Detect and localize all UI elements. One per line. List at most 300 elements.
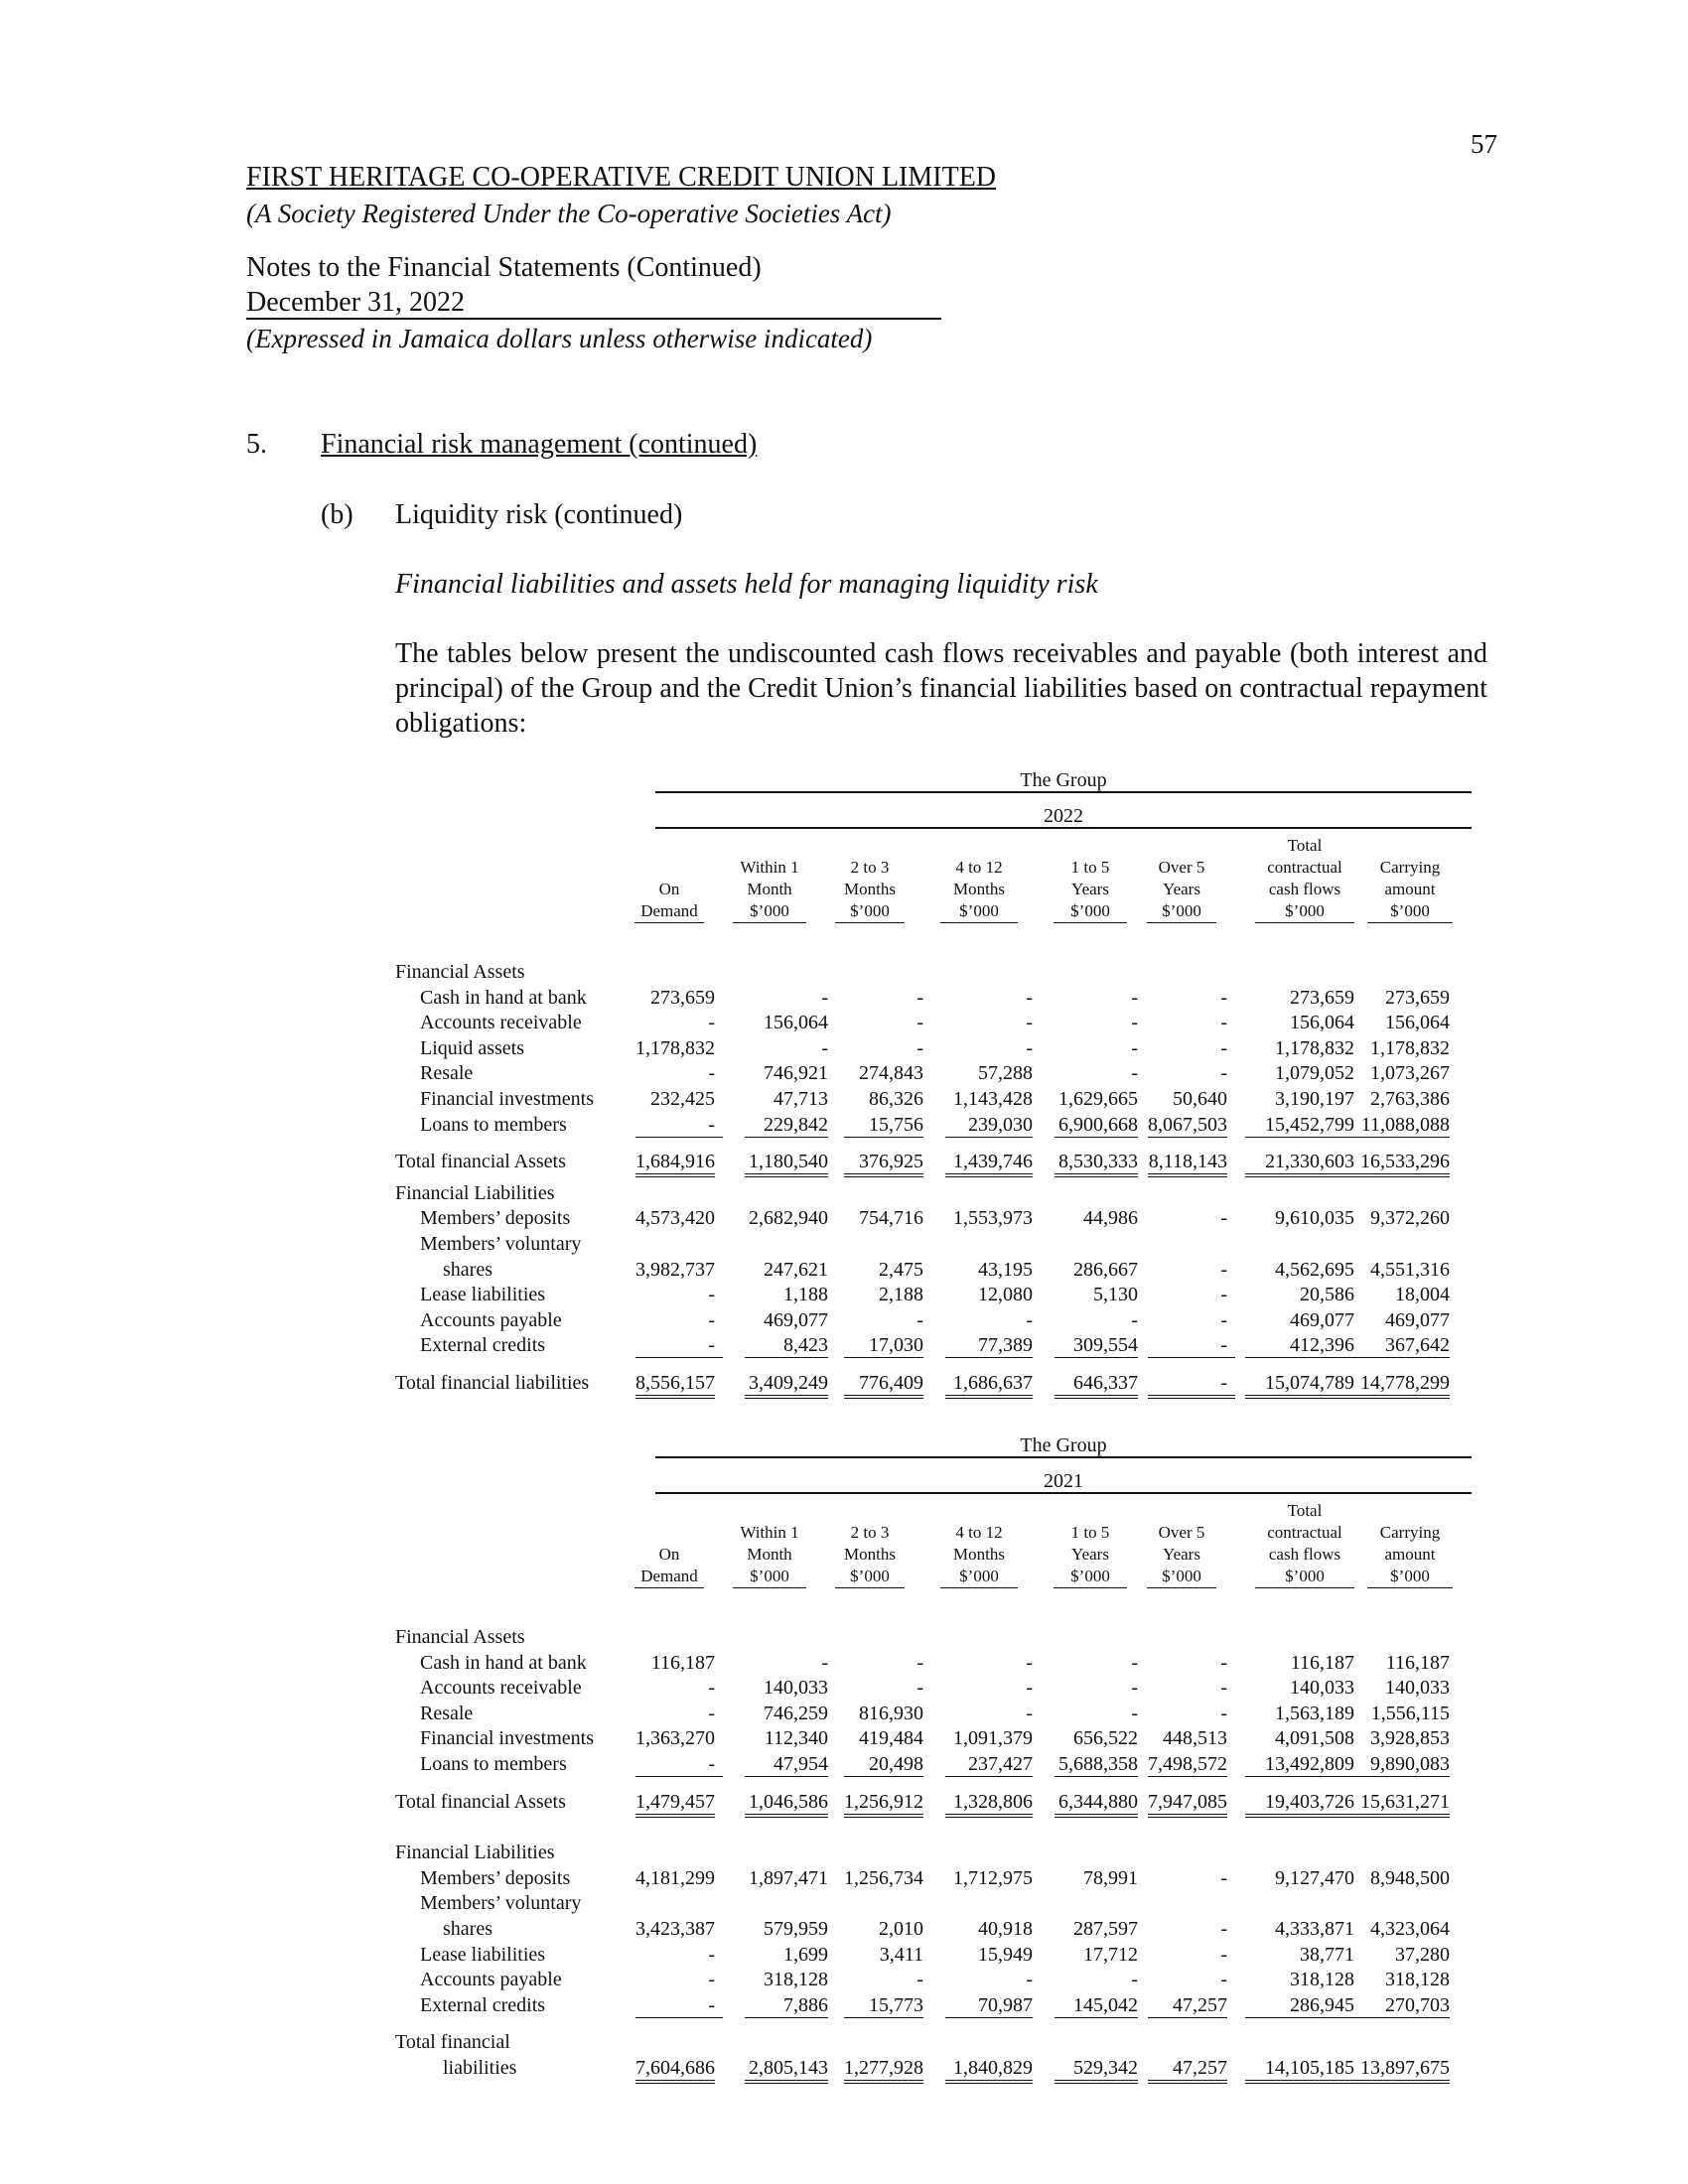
table-cell: 2,682,940 xyxy=(749,1207,828,1230)
row-label: External credits xyxy=(420,1334,546,1357)
column-header-line xyxy=(634,857,704,879)
column-header-line: $’000 xyxy=(733,1566,806,1588)
table-cell: 17,712 xyxy=(1083,1943,1138,1966)
table-cell: - xyxy=(1131,1036,1138,1059)
table-entity-heading: The Group xyxy=(655,1434,1472,1458)
column-header-line: $’000 xyxy=(940,1566,1018,1588)
table-cell: 50,640 xyxy=(1173,1088,1227,1110)
table-cell: 4,323,064 xyxy=(1370,1918,1450,1940)
table-cell: 13,897,675 xyxy=(1354,2056,1450,2084)
column-header-line xyxy=(1147,835,1216,857)
table-cell: - xyxy=(708,1062,715,1085)
section-number: 5. xyxy=(246,429,267,460)
row-label: Lease liabilities xyxy=(420,1284,546,1306)
table-cell: 8,423 xyxy=(745,1333,828,1358)
table-cell: - xyxy=(708,1012,715,1034)
row-label: Accounts receivable xyxy=(420,1012,582,1034)
column-header-line: 1 to 5 xyxy=(1070,858,1110,877)
table-cell: 448,513 xyxy=(1163,1727,1227,1750)
table-cell: 2,763,386 xyxy=(1370,1088,1450,1110)
table-cell: 1,684,916 xyxy=(635,1150,715,1177)
table-cell: 19,403,726 xyxy=(1245,1790,1354,1818)
table-cell: - xyxy=(708,1943,715,1966)
table-cell: - xyxy=(635,1993,723,2018)
table-cell: 1,897,471 xyxy=(749,1866,828,1889)
table-cell: - xyxy=(916,1308,923,1331)
table-cell: 1,563,189 xyxy=(1275,1702,1354,1724)
row-label: Total financial xyxy=(395,2031,510,2054)
column-header-line: Total xyxy=(1287,836,1323,855)
table-cell: 309,554 xyxy=(1055,1333,1138,1358)
column-header-line: $’000 xyxy=(1147,1566,1216,1588)
column-header-line: 2 to 3 xyxy=(850,1523,890,1542)
column-header-line: $’000 xyxy=(835,900,905,923)
column-header-line: 4 to 12 xyxy=(955,858,1003,877)
row-label: Financial investments xyxy=(420,1088,594,1110)
table-cell: 273,659 xyxy=(1385,986,1450,1009)
table-cell: 9,890,083 xyxy=(1354,1752,1450,1777)
column-header-line: cash flows xyxy=(1268,880,1341,898)
table-cell: 1,686,637 xyxy=(945,1371,1033,1399)
row-label: Resale xyxy=(420,1062,474,1085)
column-header-line: contractual xyxy=(1267,858,1342,877)
row-label: Cash in hand at bank xyxy=(420,986,587,1009)
table-cell: 1,363,270 xyxy=(635,1727,715,1750)
column-header-line xyxy=(1054,1500,1127,1522)
table-cell: - xyxy=(1026,1012,1033,1034)
table-cell: 4,091,508 xyxy=(1275,1727,1354,1750)
column-header-line: Total xyxy=(1287,1501,1323,1520)
table-cell: - xyxy=(1220,1677,1227,1700)
row-label: Resale xyxy=(420,1702,474,1724)
table-cell: 116,187 xyxy=(650,1651,715,1674)
table-cell: - xyxy=(916,1969,923,1991)
table-cell: 37,280 xyxy=(1395,1943,1450,1966)
column-header-line: Months xyxy=(953,1545,1005,1564)
table-cell: 17,030 xyxy=(844,1333,923,1358)
column-header-line: Carrying xyxy=(1379,858,1441,877)
table-cell: 9,127,470 xyxy=(1275,1866,1354,1889)
column-header-line: Years xyxy=(1163,1545,1200,1564)
table-cell: 14,778,299 xyxy=(1354,1371,1450,1399)
table-cell: - xyxy=(1131,1969,1138,1991)
table-cell: 2,010 xyxy=(879,1918,923,1940)
row-label: Accounts receivable xyxy=(420,1677,582,1700)
table-cell: 274,843 xyxy=(859,1062,923,1085)
table-cell: - xyxy=(1026,986,1033,1009)
table-cell: 13,492,809 xyxy=(1245,1752,1354,1777)
table-cell: 4,333,871 xyxy=(1275,1918,1354,1940)
row-label: Total financial liabilities xyxy=(395,1372,590,1394)
table-cell: - xyxy=(1220,1062,1227,1085)
column-header xyxy=(1255,1500,1354,1588)
row-label: Members’ deposits xyxy=(420,1207,571,1230)
table-cell: 38,771 xyxy=(1300,1943,1354,1966)
table-cell: 16,533,296 xyxy=(1354,1150,1450,1177)
column-header xyxy=(835,1500,905,1588)
table-cell: - xyxy=(708,1677,715,1700)
column-header xyxy=(733,1500,806,1588)
column-header xyxy=(1054,835,1127,923)
report-date: December 31, 2022 xyxy=(246,288,941,320)
table-cell: 286,945 xyxy=(1245,1993,1354,2018)
column-header-line: 1 to 5 xyxy=(1070,1523,1110,1542)
table-cell: 47,257 xyxy=(1148,2056,1227,2084)
table-cell: 1,629,665 xyxy=(1058,1088,1138,1110)
table-cell: 1,046,586 xyxy=(745,1790,828,1818)
table-cell: 43,195 xyxy=(978,1258,1033,1281)
table-cell: 529,342 xyxy=(1055,2056,1138,2084)
table-cell: 1,553,973 xyxy=(953,1207,1033,1230)
table-cell: 8,118,143 xyxy=(1148,1150,1227,1177)
column-header-line: 4 to 12 xyxy=(955,1523,1003,1542)
italic-heading: Financial liabilities and assets held for managing liquidity risk xyxy=(395,569,1098,600)
column-header-line: Demand xyxy=(634,900,704,923)
society-subtitle: (A Society Registered Under the Co-operative Societies Act) xyxy=(246,199,892,228)
row-label-continued: shares xyxy=(443,1258,492,1281)
table-cell: - xyxy=(1026,1702,1033,1724)
table-cell: - xyxy=(708,1969,715,1991)
section-heading-liabilities: Financial Liabilities xyxy=(395,1181,555,1204)
table-cell: 5,688,358 xyxy=(1055,1752,1138,1777)
table-cell: 116,187 xyxy=(1290,1651,1354,1674)
table-cell: - xyxy=(1220,1702,1227,1724)
table-cell: 14,105,185 xyxy=(1245,2056,1354,2084)
table-cell: 656,522 xyxy=(1073,1727,1138,1750)
column-header-line: Over 5 xyxy=(1158,858,1205,877)
column-header-line: $’000 xyxy=(1255,900,1354,923)
table-cell: - xyxy=(916,986,923,1009)
table-cell: - xyxy=(635,1113,723,1138)
table-cell: - xyxy=(1220,1258,1227,1281)
table-cell: - xyxy=(1131,1308,1138,1331)
table-cell: - xyxy=(1131,986,1138,1009)
table-cell: - xyxy=(1131,1702,1138,1724)
table-cell: 86,326 xyxy=(869,1088,923,1110)
table-cell: 3,190,197 xyxy=(1275,1088,1354,1110)
table-cell: 4,181,299 xyxy=(635,1866,715,1889)
column-header-line: $’000 xyxy=(1054,1566,1127,1588)
column-header xyxy=(835,835,905,923)
notes-title: Notes to the Financial Statements (Continued) xyxy=(246,252,762,283)
row-label: Total financial Assets xyxy=(395,1151,566,1173)
column-header xyxy=(1147,835,1216,923)
table-cell: 116,187 xyxy=(1385,1651,1450,1674)
row-label: Loans to members xyxy=(420,1113,567,1136)
table-cell: 15,452,799 xyxy=(1245,1113,1354,1138)
table-cell: 1,479,457 xyxy=(635,1790,715,1818)
table-cell: 3,928,853 xyxy=(1370,1727,1450,1750)
table-cell: - xyxy=(1220,1036,1227,1059)
table-cell: 1,143,428 xyxy=(953,1088,1033,1110)
table-cell: 3,409,249 xyxy=(745,1371,828,1399)
table-cell: 8,067,503 xyxy=(1148,1113,1227,1136)
table-cell: 1,556,115 xyxy=(1370,1702,1450,1724)
table-cell: - xyxy=(1220,1012,1227,1034)
section-heading-liabilities: Financial Liabilities xyxy=(395,1842,555,1864)
column-header-line: Months xyxy=(844,880,896,898)
table-cell: 1,328,806 xyxy=(945,1790,1033,1818)
table-cell: 2,475 xyxy=(879,1258,923,1281)
table-cell: 156,064 xyxy=(764,1012,828,1034)
table-cell: - xyxy=(1220,1284,1227,1306)
table-cell: - xyxy=(1220,1969,1227,1991)
table-cell: - xyxy=(1026,1036,1033,1059)
table-cell: 270,703 xyxy=(1354,1993,1450,2018)
table-cell: - xyxy=(1148,1371,1235,1399)
row-label: Financial investments xyxy=(420,1727,594,1750)
row-label: Liquid assets xyxy=(420,1036,524,1059)
column-header-line: Month xyxy=(747,1545,792,1564)
table-cell: 1,256,912 xyxy=(844,1790,923,1818)
currency-note: (Expressed in Jamaica dollars unless otherwise indicated) xyxy=(246,324,873,353)
table-entity-heading: The Group xyxy=(655,769,1472,793)
column-header-line xyxy=(940,835,1018,857)
column-header-line xyxy=(940,1500,1018,1522)
table-cell: - xyxy=(821,1651,828,1674)
row-label: Members’ voluntary xyxy=(420,1892,582,1915)
table-cell: 4,551,316 xyxy=(1370,1258,1450,1281)
table-cell: 8,948,500 xyxy=(1370,1866,1450,1889)
row-label: Members’ voluntary xyxy=(420,1233,582,1255)
table-cell: 1,073,267 xyxy=(1370,1062,1450,1085)
table-cell: 469,077 xyxy=(1290,1308,1354,1331)
column-header-line: Years xyxy=(1163,880,1200,898)
column-header xyxy=(940,835,1018,923)
table-cell: 746,921 xyxy=(764,1062,828,1085)
table-cell: 232,425 xyxy=(650,1088,715,1110)
table-cell: 754,716 xyxy=(859,1207,923,1230)
column-header-line: Carrying xyxy=(1379,1523,1441,1542)
table-cell: 5,130 xyxy=(1093,1284,1138,1306)
table-cell: 21,330,603 xyxy=(1245,1150,1354,1177)
table-cell: 7,886 xyxy=(745,1993,828,2018)
table-cell: 40,918 xyxy=(978,1918,1033,1940)
table-cell: 1,178,832 xyxy=(1275,1036,1354,1059)
table-cell: 15,631,271 xyxy=(1354,1790,1450,1818)
table-cell: - xyxy=(1220,1308,1227,1331)
table-cell: 20,498 xyxy=(844,1752,923,1777)
table-cell: - xyxy=(635,1333,723,1358)
column-header-line xyxy=(1147,1500,1216,1522)
table-cell: 1,277,928 xyxy=(844,2056,923,2084)
column-header-line: $’000 xyxy=(733,900,806,923)
column-header-line: $’000 xyxy=(1255,1566,1354,1588)
table-cell: 3,411 xyxy=(879,1943,923,1966)
table-cell: 47,257 xyxy=(1148,1993,1227,2018)
column-header-line: $’000 xyxy=(1367,1566,1453,1588)
table-cell: - xyxy=(708,1308,715,1331)
column-header xyxy=(940,1500,1018,1588)
table-cell: - xyxy=(821,1036,828,1059)
table-cell: - xyxy=(916,1036,923,1059)
column-header-line: Within 1 xyxy=(740,858,799,877)
row-label: Accounts payable xyxy=(420,1969,562,1991)
column-header-line: Months xyxy=(953,880,1005,898)
table-cell: - xyxy=(1220,1207,1227,1230)
row-label: Members’ deposits xyxy=(420,1866,571,1889)
column-header-line: On xyxy=(658,880,680,898)
column-header-line xyxy=(1367,1500,1453,1522)
table-cell: 77,389 xyxy=(945,1333,1033,1358)
page-number: 57 xyxy=(1471,129,1497,159)
table-cell: 579,959 xyxy=(764,1918,828,1940)
table-cell: 273,659 xyxy=(1290,986,1354,1009)
table-cell: 12,080 xyxy=(978,1284,1033,1306)
column-header xyxy=(1147,1500,1216,1588)
table-cell: 140,033 xyxy=(1290,1677,1354,1700)
column-header-line: $’000 xyxy=(940,900,1018,923)
table-cell: 273,659 xyxy=(650,986,715,1009)
table-cell: - xyxy=(1026,1969,1033,1991)
table-cell: 367,642 xyxy=(1354,1333,1450,1358)
table-cell: - xyxy=(1148,1333,1235,1358)
column-header-line xyxy=(835,835,905,857)
table-cell: 7,498,572 xyxy=(1148,1753,1227,1775)
table-cell: 140,033 xyxy=(764,1677,828,1700)
table-cell: 646,337 xyxy=(1055,1371,1138,1399)
table-cell: 7,604,686 xyxy=(635,2056,715,2084)
row-label: Cash in hand at bank xyxy=(420,1651,587,1674)
table-cell: 6,900,668 xyxy=(1055,1113,1138,1138)
column-header-line xyxy=(634,1522,704,1544)
table-cell: - xyxy=(1131,1012,1138,1034)
column-header-line: $’000 xyxy=(1367,900,1453,923)
table-cell: - xyxy=(1220,1943,1227,1966)
column-header-line: amount xyxy=(1384,880,1436,898)
table-cell: 776,409 xyxy=(844,1371,923,1399)
table-cell: 2,805,143 xyxy=(745,2056,828,2084)
table-cell: 140,033 xyxy=(1385,1677,1450,1700)
column-header-line: $’000 xyxy=(835,1566,905,1588)
table-cell: 6,344,880 xyxy=(1055,1790,1138,1818)
table-cell: - xyxy=(1026,1651,1033,1674)
column-header-line xyxy=(1367,835,1453,857)
table-cell: - xyxy=(1131,1651,1138,1674)
column-header xyxy=(1255,835,1354,923)
table-cell: 239,030 xyxy=(945,1113,1033,1138)
column-header-line xyxy=(733,835,806,857)
table-cell: 286,667 xyxy=(1073,1258,1138,1281)
table-cell: - xyxy=(708,1284,715,1306)
table-cell: 70,987 xyxy=(945,1993,1033,2018)
table-cell: 1,256,734 xyxy=(844,1866,923,1889)
table-cell: 47,713 xyxy=(774,1088,828,1110)
table-cell: 419,484 xyxy=(859,1727,923,1750)
table-cell: 18,004 xyxy=(1395,1284,1450,1306)
row-label: Lease liabilities xyxy=(420,1943,546,1966)
column-header xyxy=(733,835,806,923)
table-cell: 746,259 xyxy=(764,1702,828,1724)
liquidity-table-2021 xyxy=(395,1434,1491,2110)
table-cell: 4,573,420 xyxy=(635,1207,715,1230)
table-cell: 15,773 xyxy=(844,1993,923,2018)
row-label-continued: shares xyxy=(443,1918,492,1940)
table-cell: 1,180,540 xyxy=(745,1150,828,1177)
table-cell: 11,088,088 xyxy=(1354,1113,1450,1138)
table-cell: - xyxy=(916,1012,923,1034)
column-header-line xyxy=(733,1500,806,1522)
column-header-line: Demand xyxy=(634,1566,704,1588)
table-cell: - xyxy=(708,1702,715,1724)
row-label: External credits xyxy=(420,1993,546,2016)
table-cell: 3,423,387 xyxy=(635,1918,715,1940)
table-cell: 2,188 xyxy=(879,1284,923,1306)
column-header-line: Months xyxy=(844,1545,896,1564)
table-cell: 469,077 xyxy=(764,1308,828,1331)
row-label: Loans to members xyxy=(420,1753,567,1775)
table-cell: - xyxy=(1220,1918,1227,1940)
organization-name: FIRST HERITAGE CO-OPERATIVE CREDIT UNION LIMITED xyxy=(246,162,997,193)
table-cell: - xyxy=(1131,1677,1138,1700)
table-cell: 78,991 xyxy=(1083,1866,1138,1889)
table-cell: 44,986 xyxy=(1083,1207,1138,1230)
column-header-line xyxy=(634,1500,704,1522)
table-cell: 7,947,085 xyxy=(1148,1790,1227,1818)
row-label: Accounts payable xyxy=(420,1308,562,1331)
table-cell: - xyxy=(916,1651,923,1674)
table-cell: 469,077 xyxy=(1385,1308,1450,1331)
table-cell: - xyxy=(1026,1308,1033,1331)
column-header-line xyxy=(835,1500,905,1522)
table-cell: 15,949 xyxy=(978,1943,1033,1966)
section-heading-assets: Financial Assets xyxy=(395,1626,525,1648)
table-cell: 247,621 xyxy=(764,1258,828,1281)
table-cell: 145,042 xyxy=(1055,1993,1138,2018)
table-cell: 412,396 xyxy=(1245,1333,1354,1358)
column-header-line: $’000 xyxy=(1054,900,1127,923)
table-cell: 3,982,737 xyxy=(635,1258,715,1281)
column-header-line: cash flows xyxy=(1268,1545,1341,1564)
column-header-line: Within 1 xyxy=(740,1523,799,1542)
column-header xyxy=(634,835,704,923)
column-header-line: contractual xyxy=(1267,1523,1342,1542)
table-cell: - xyxy=(1220,1651,1227,1674)
column-header xyxy=(1367,1500,1453,1588)
table-cell: 318,128 xyxy=(764,1969,828,1991)
table-cell: 47,954 xyxy=(745,1752,828,1777)
column-header-line xyxy=(634,835,704,857)
table-cell: 112,340 xyxy=(764,1727,828,1750)
table-cell: 1,712,975 xyxy=(953,1866,1033,1889)
subsection-title: Liquidity risk (continued) xyxy=(395,499,683,530)
table-cell: - xyxy=(1220,986,1227,1009)
section-title: Financial risk management (continued) xyxy=(321,429,758,460)
table-cell: 318,128 xyxy=(1290,1969,1354,1991)
table-cell: - xyxy=(1220,1866,1227,1889)
table-cell: - xyxy=(635,1752,723,1777)
table-cell: 156,064 xyxy=(1385,1012,1450,1034)
table-cell: 376,925 xyxy=(844,1150,923,1177)
table-cell: 57,288 xyxy=(978,1062,1033,1085)
column-header-line: 2 to 3 xyxy=(850,858,890,877)
table-cell: 1,079,052 xyxy=(1275,1062,1354,1085)
table-cell: - xyxy=(821,986,828,1009)
row-label: Total financial Assets xyxy=(395,1790,566,1813)
column-header-line: amount xyxy=(1384,1545,1436,1564)
table-cell: 4,562,695 xyxy=(1275,1258,1354,1281)
table-cell: - xyxy=(1026,1677,1033,1700)
column-header-line: Years xyxy=(1071,1545,1109,1564)
subsection-number: (b) xyxy=(321,499,353,530)
table-cell: 1,699 xyxy=(783,1943,828,1966)
table-cell: 156,064 xyxy=(1290,1012,1354,1034)
table-cell: 9,610,035 xyxy=(1275,1207,1354,1230)
table-cell: 318,128 xyxy=(1385,1969,1450,1991)
row-label-continued: liabilities xyxy=(443,2057,517,2079)
table-cell: 1,188 xyxy=(783,1284,828,1306)
intro-paragraph: The tables below present the undiscounted cash flows receivables and payable (both interest and principal) of the Group and the Credit Union’s financial liabilities based on contractual repayment obligations: xyxy=(395,638,1487,739)
